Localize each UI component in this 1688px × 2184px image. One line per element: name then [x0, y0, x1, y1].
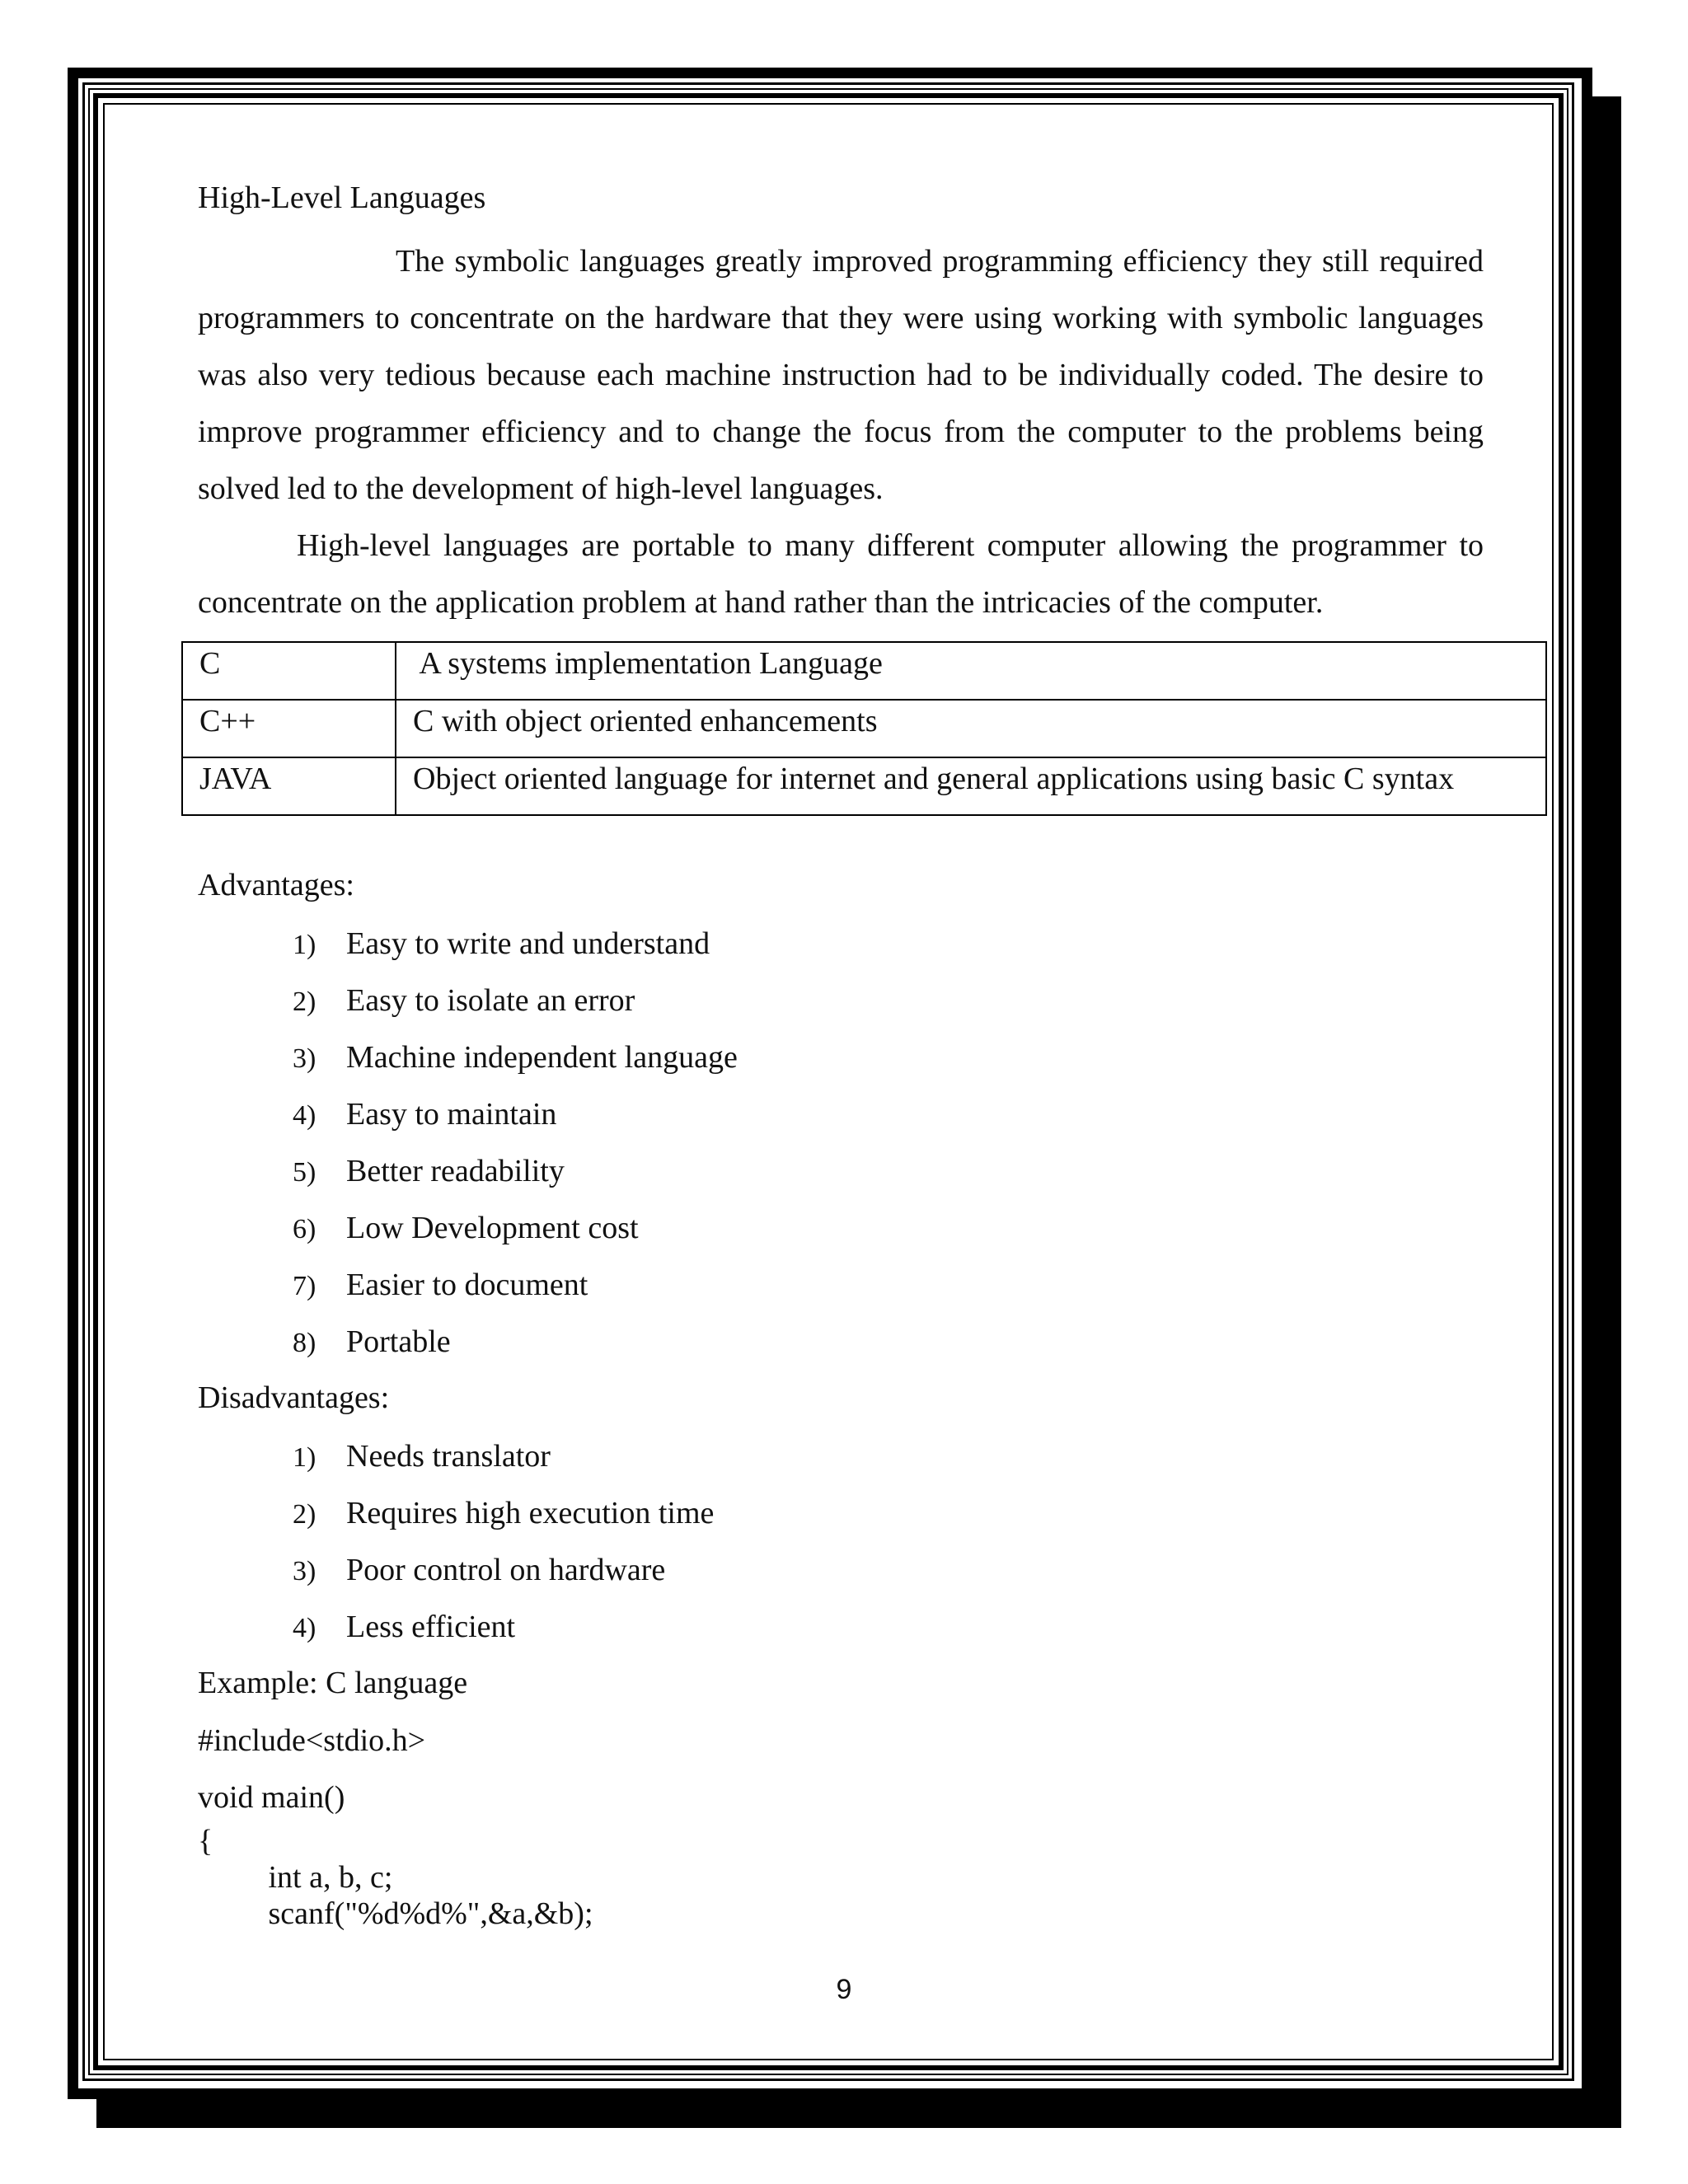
list-item: 2) Requires high execution time — [293, 1496, 715, 1530]
page-number: 9 — [836, 1974, 852, 2005]
list-item: 1) Needs translator — [293, 1439, 551, 1474]
list-item: 1) Easy to write and understand — [293, 926, 710, 961]
languages-table — [181, 641, 1547, 816]
language-name: C++ — [182, 700, 396, 757]
paragraph: High-level languages are portable to many different computer allowing the programmer to concentrate on the application problem at hand rather than the intricacies of the computer. — [198, 528, 1484, 620]
list-item: 3) Poor control on hardware — [293, 1553, 666, 1587]
list-item: 4) Easy to maintain — [293, 1097, 557, 1132]
code-line: int a, b, c; — [198, 1860, 393, 1895]
table-row — [182, 642, 1546, 700]
list-item: 6) Low Development cost — [293, 1211, 639, 1245]
paragraph: The symbolic languages greatly improved programming efficiency they still required programmers to concentrate on the hardware that they were using working with symbolic languages was also very tedious because each machine instruction had to be individually coded. The desire to improve programmer efficiency and to change the focus from the computer to the problems being solved led to the development of high-level languages. — [198, 244, 1484, 506]
code-line: #include<stdio.h> — [198, 1723, 426, 1758]
table-row — [182, 757, 1546, 815]
section-heading: High-Level Languages — [198, 180, 486, 215]
code-line: scanf("%d%d%",&a,&b); — [198, 1896, 593, 1931]
list-item: 3) Machine independent language — [293, 1040, 738, 1075]
list-item: 5) Better readability — [293, 1154, 565, 1188]
list-item: 4) Less efficient — [293, 1610, 516, 1644]
language-description: Object oriented language for internet and general applications using basic C syntax — [396, 757, 1546, 815]
code-line: void main() — [198, 1780, 345, 1815]
advantages-label: Advantages: — [198, 868, 354, 902]
advantages-list — [293, 916, 738, 1371]
list-item: 8) Portable — [293, 1324, 451, 1359]
disadvantages-label: Disadvantages: — [198, 1380, 390, 1415]
language-description: C with object oriented enhancements — [396, 700, 1546, 757]
list-item: 7) Easier to document — [293, 1268, 588, 1302]
table-row — [182, 700, 1546, 757]
language-description: A systems implementation Language — [396, 642, 1546, 700]
example-label: Example: C language — [198, 1666, 468, 1700]
language-name: C — [182, 642, 396, 700]
list-item: 2) Easy to isolate an error — [293, 983, 635, 1018]
language-name: JAVA — [182, 757, 396, 815]
code-line: { — [198, 1824, 213, 1858]
disadvantages-list — [293, 1428, 714, 1656]
